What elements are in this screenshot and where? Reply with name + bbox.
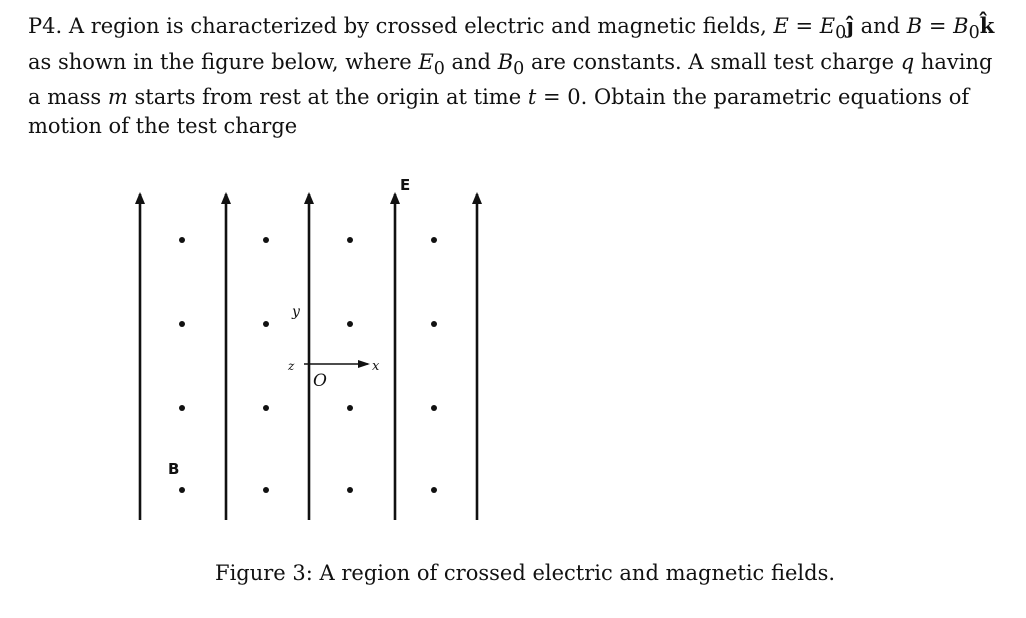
symbol-m: m: [107, 85, 128, 110]
field-dot: [431, 405, 437, 411]
arrowhead-icon: [304, 192, 314, 204]
label-y: y: [292, 304, 300, 320]
symbol-B: B: [906, 14, 923, 38]
field-dot: [347, 405, 353, 411]
label-B: B: [168, 460, 180, 478]
arrowhead-icon: [221, 192, 231, 204]
unit-vector-j: ĵ: [846, 13, 854, 38]
subscript-zero: 0: [835, 23, 847, 44]
figure-caption: Figure 3: A region of crossed electric and magnetic fields.: [215, 561, 836, 585]
symbol-B0: B: [497, 49, 514, 74]
arrowhead-icon: [472, 192, 482, 204]
coordinate-axes: [304, 318, 370, 368]
problem-text-2: as shown in the figure below, where: [28, 49, 412, 74]
label-E: E: [400, 176, 411, 194]
field-dot: [431, 487, 437, 493]
problem-text-4: having a mass: [28, 49, 993, 110]
field-dot: [431, 237, 437, 243]
symbol-E0: E: [819, 14, 836, 38]
arrowhead-icon: [390, 192, 400, 204]
field-dot: [179, 237, 185, 243]
symbol-t: t: [527, 85, 537, 110]
field-dot: [347, 487, 353, 493]
field-dot: [263, 487, 269, 493]
field-dot: [263, 237, 269, 243]
field-dot: [179, 487, 185, 493]
field-dot: [347, 237, 353, 243]
label-origin: O: [313, 371, 327, 391]
field-dot: [263, 405, 269, 411]
field-dot: [179, 321, 185, 327]
problem-text-3: are constants. A small test charge: [530, 49, 895, 74]
equals-sign: =: [922, 14, 954, 38]
label-z: z: [288, 359, 295, 373]
subscript-zero: 0: [968, 23, 980, 44]
subscript-zero: 0: [513, 58, 525, 79]
field-dot: [431, 321, 437, 327]
time-equals-zero: = 0.: [536, 85, 588, 110]
symbol-q: q: [900, 49, 915, 74]
problem-text-5: starts from rest at the origin at time: [134, 85, 522, 110]
field-diagram: [110, 168, 530, 538]
label-x: x: [372, 359, 380, 374]
unit-vector-k: k̂: [979, 13, 995, 38]
arrowhead-icon: [135, 192, 145, 204]
subscript-zero: 0: [433, 58, 445, 79]
conjunction-and: and: [451, 49, 492, 74]
problem-text-6: Obtain the parametric equations of motion of the test charge: [28, 85, 970, 138]
problem-text-1: A region is characterized by crossed electric and magnetic fields,: [68, 14, 767, 38]
equals-sign: =: [788, 14, 820, 38]
symbol-B0: B: [953, 14, 969, 38]
problem-statement: [28, 12, 1003, 140]
x-arrow-icon: [358, 360, 370, 368]
field-dot: [347, 321, 353, 327]
conjunction-and: and: [860, 14, 901, 38]
symbol-E0: E: [418, 49, 434, 74]
field-dot: [179, 405, 185, 411]
symbol-E: E: [773, 14, 789, 38]
problem-number: P4.: [28, 14, 63, 38]
field-dot: [263, 321, 269, 327]
